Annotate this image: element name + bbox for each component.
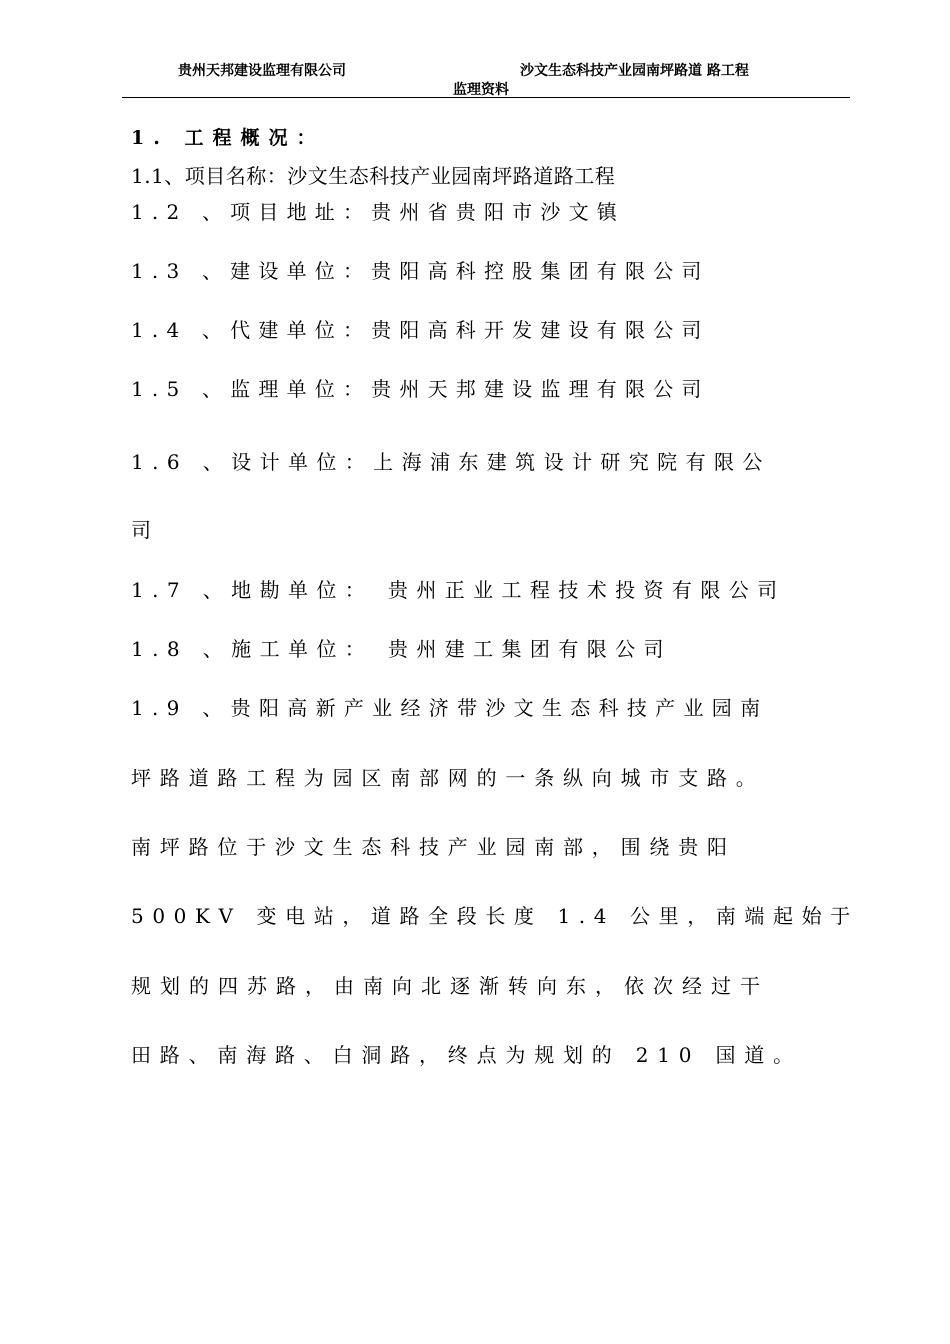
- item-project-address: 1.2 、项目地址：贵州省贵阳市沙文镇: [131, 200, 625, 224]
- paragraph-line: 1.9 、贵阳高新产业经济带沙文生态科技产业园南: [131, 696, 769, 720]
- paragraph-line: 南坪路位于沙文生态科技产业园南部，围绕贵阳: [131, 835, 736, 859]
- paragraph-line: 坪路道路工程为园区南部网的一条纵向城市支路。: [131, 766, 765, 790]
- item-design-unit-wrap: 司: [131, 518, 151, 542]
- item-supervision-unit: 1.5 、监理单位：贵州天邦建设监理有限公司: [131, 377, 710, 401]
- header-divider: [122, 97, 850, 98]
- item-contractor-unit: 1.8 、施工单位： 贵州建工集团有限公司: [131, 637, 672, 661]
- paragraph-line: 规划的四苏路，由南向北逐渐转向东，依次经过干: [131, 974, 769, 998]
- item-construction-unit: 1.3 、建设单位：贵阳高科控股集团有限公司: [131, 259, 710, 283]
- item-design-unit: 1.6 、设计单位：上海浦东建筑设计研究院有限公: [131, 450, 771, 474]
- item-agent-construction-unit: 1.4 、代建单位：贵阳高科开发建设有限公司: [131, 318, 710, 342]
- header-project-continued: 监理资料: [453, 82, 509, 98]
- item-survey-unit: 1.7 、地勘单位： 贵州正业工程技术投资有限公司: [131, 578, 786, 602]
- paragraph-line: 田路、南海路、白洞路，终点为规划的 210 国道。: [131, 1043, 802, 1067]
- header-company: 贵州天邦建设监理有限公司: [178, 63, 346, 79]
- header-project: 沙文生态科技产业园南坪路道 路工程: [520, 63, 749, 79]
- section-heading: 1. 工程概况：: [131, 127, 325, 149]
- paragraph-line: 500KV 变电站，道路全段长度 1.4 公里，南端起始于: [131, 904, 859, 928]
- item-project-name: 1.1、项目名称：沙文生态科技产业园南坪路道路工程: [131, 164, 616, 188]
